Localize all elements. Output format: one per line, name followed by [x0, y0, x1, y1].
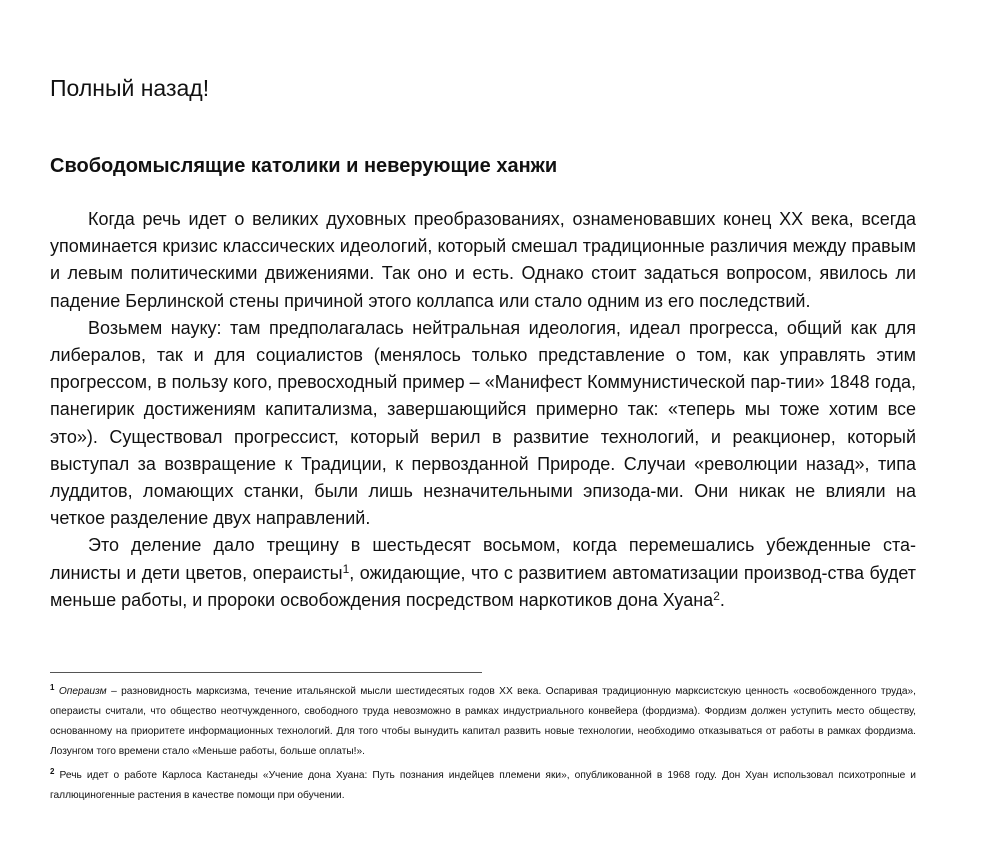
footnotes — [50, 682, 916, 810]
body-text — [50, 206, 916, 614]
section-heading: Свободомыслящие католики и неверующие ханжи — [50, 155, 558, 177]
paragraph-3 — [50, 532, 916, 614]
paragraph-3-text-a: Это деление дало трещину в шестьдесят восьмом, когда перемешались убежденные ста-линисты и дети цветов, операисты — [50, 535, 916, 583]
paragraph-2: Возьмем науку: там предполагалась нейтральная идеология, идеал прогресса, общий как для либералов, так и для социалистов (менялось только представление о том, как управлять этим прогрессом, в пользу кого, превосходный пример – «Манифест Коммунистической пар-тии» 1848 года, панегирик достижениям капитализма, завершающийся примерно так: «теперь мы тоже хотим все это»). Существовал прогрессист, который верил в развитие технологий, и реакционер, который выступал за возвращение к Традиции, к первозданной Природе. Случаи «революции назад», типа луддитов, ломающих станки, были лишь незначительными эпизода-ми. Они никак не влияли на четкое разделение двух направлений. — [50, 317, 916, 529]
footnote-1 — [50, 682, 916, 762]
footnote-1-term: Операизм — [58, 686, 107, 697]
footnote-divider — [50, 672, 482, 673]
footnote-ref-2[interactable]: 2 — [713, 588, 720, 603]
footnote-ref-1[interactable]: 1 — [342, 561, 350, 576]
chapter-title: Полный назад! — [50, 75, 210, 101]
footnote-2-text: Речь идет о работе Карлоса Кастанеды «Учение дона Хуана: Путь познания индейцев племени яки», опубликованной в 1968 году. Дон Хуан использовал психотропные и галлюциногенные растения в качестве помощи при обучении. — [50, 770, 916, 801]
footnote-1-text: – разновидность марксизма, течение итальянской мысли шестидесятых годов XX века. Оспаривая традиционную марксистскую ценность «освобожденного труда», операисты считали, что общество неотчужденного, свободного труда невозможно в рамках индустриального конвейера (фордизма). Фордизм должен уступить место обществу, основанному на приоритете информационных технологий. Для того чтобы вынудить капитал развить новые технологии, необходимо отказываться от работы в рамках фордизма. Лозунгом того времени стало «Меньше работы, больше оплаты!». — [50, 686, 916, 757]
footnote-2-number: 2 — [50, 767, 55, 776]
footnote-1-number: 1 — [50, 683, 55, 692]
paragraph-1: Когда речь идет о великих духовных преобразованиях, ознаменовавших конец XX века, всегда упоминается кризис классических идеологий, который смешал традиционные различия между правым и левым политическими движениями. Так оно и есть. Однако стоит задаться вопросом, явилось ли падение Берлинской стены причиной этого коллапса или стало одним из его последствий. — [50, 209, 916, 311]
paragraph-3-text-b: , ожидающие, что с развитием автоматизации производ-ства будет меньше работы, и пророки освобождения посредством наркотиков дона Хуана — [50, 562, 917, 610]
footnote-2 — [50, 766, 916, 806]
paragraph-3-text-c: . — [719, 589, 725, 610]
